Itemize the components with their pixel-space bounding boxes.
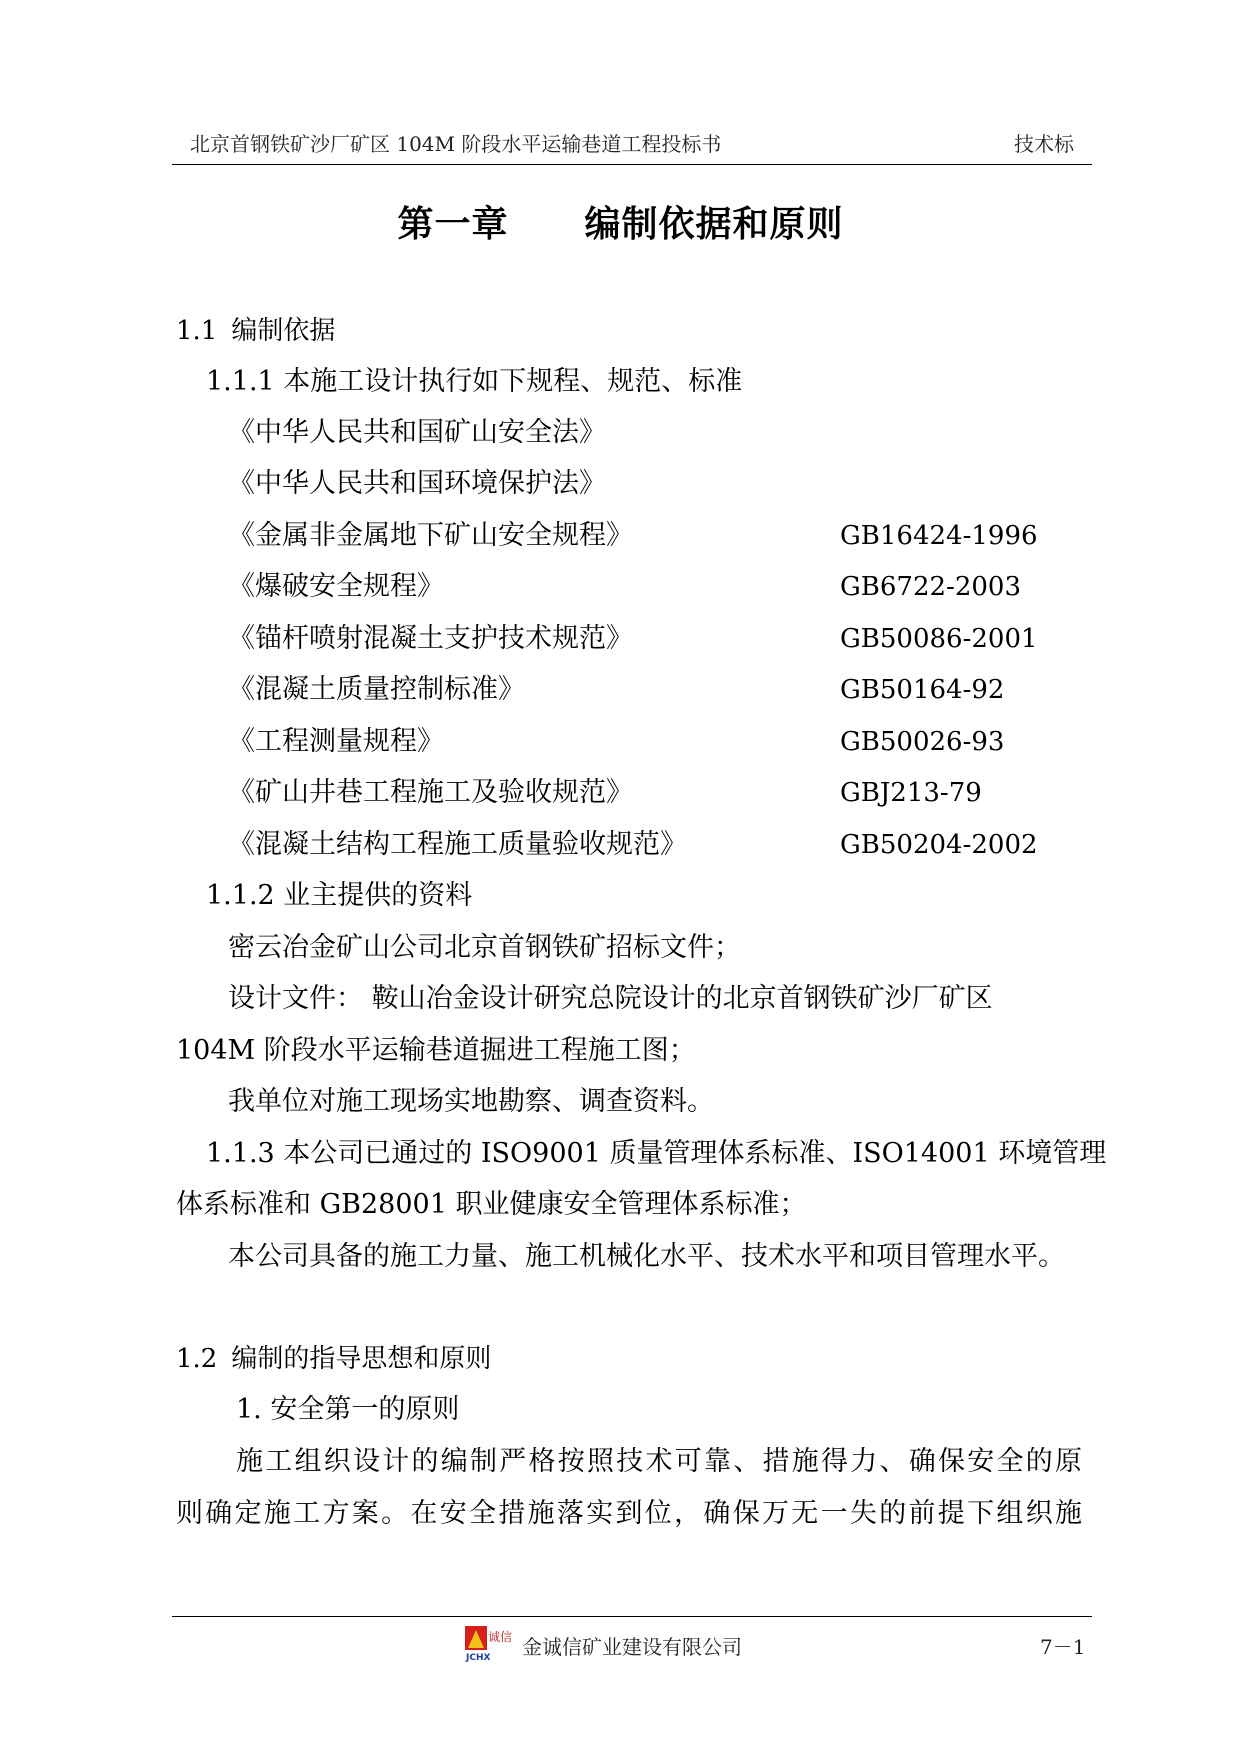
header-title: 北京首钢铁矿沙厂矿区 104M 阶段水平运输巷道工程投标书 <box>190 132 722 156</box>
standard-code: GB50204-2002 <box>840 830 1038 860</box>
subsection-heading-1-1-2: 1.1.2 业主提供的资料 <box>206 880 473 911</box>
owner-doc-line: 104M 阶段水平运输巷道掘进工程施工图； <box>176 1035 696 1066</box>
standard-code: GB50164-92 <box>840 675 1005 705</box>
logo-text: 诚信 <box>488 1630 513 1644</box>
section-title: 编制依据 <box>231 316 336 346</box>
standard-code: GBJ213-79 <box>840 778 982 808</box>
standard-name: 《中华人民共和国环境保护法》 <box>228 468 606 499</box>
standard-name: 《工程测量规程》 <box>228 726 444 757</box>
paragraph-line: 施工组织设计的编制严格按照技术可靠、措施得力、确保安全的原 <box>236 1446 1082 1477</box>
standard-code: GB50026-93 <box>840 727 1005 757</box>
standard-code: GB6722-2003 <box>840 572 1021 602</box>
chapter-name: 编制依据和原则 <box>584 204 844 245</box>
page-header <box>172 122 1092 162</box>
standard-code: GB50086-2001 <box>840 624 1038 654</box>
section-heading-1-1 <box>176 314 335 348</box>
owner-doc-line: 我单位对施工现场实地勘察、调查资料。 <box>228 1086 714 1117</box>
owner-doc-line: 密云冶金矿山公司北京首钢铁矿招标文件； <box>228 932 741 963</box>
header-rule <box>172 164 1092 165</box>
chapter-number: 第一章 <box>397 204 509 245</box>
owner-doc-line: 设计文件： 鞍山冶金设计研究总院设计的北京首钢铁矿沙厂矿区 <box>228 983 993 1014</box>
standard-name: 《爆破安全规程》 <box>228 571 444 602</box>
subsection-heading-1-1-1: 1.1.1 本施工设计执行如下规程、规范、标准 <box>206 366 743 397</box>
standard-name: 《锚杆喷射混凝土支护技术规范》 <box>228 623 633 654</box>
section-number: 1.2 <box>176 1344 218 1374</box>
header-right-label: 技术标 <box>1014 132 1074 156</box>
page-number: 7－1 <box>1040 1635 1086 1659</box>
standard-name: 《矿山井巷工程施工及验收规范》 <box>228 777 633 808</box>
subsection-1-1-3-line: 1.1.3 本公司已通过的 ISO9001 质量管理体系标准、ISO14001 环境管理 <box>206 1138 1107 1169</box>
section-heading-1-2 <box>176 1342 491 1376</box>
standard-name: 《混凝土结构工程施工质量验收规范》 <box>228 829 687 860</box>
footer-company-name: 金诚信矿业建设有限公司 <box>522 1635 742 1659</box>
paragraph-line: 则确定施工方案。在安全措施落实到位，确保万无一失的前提下组织施 <box>176 1498 1082 1529</box>
subsection-1-1-3-line: 本公司具备的施工力量、施工机械化水平、技术水平和项目管理水平。 <box>228 1241 1065 1272</box>
section-title: 编制的指导思想和原则 <box>231 1344 492 1374</box>
standard-name: 《混凝土质量控制标准》 <box>228 674 525 705</box>
section-number: 1.1 <box>176 316 218 346</box>
standard-name: 《金属非金属地下矿山安全规程》 <box>228 520 633 551</box>
logo-sub: JCHX <box>466 1653 491 1662</box>
subsection-1-1-3-line: 体系标准和 GB28001 职业健康安全管理体系标准； <box>176 1189 807 1220</box>
standard-code: GB16424-1996 <box>840 521 1038 551</box>
company-logo-icon <box>464 1624 514 1662</box>
principle-item: 1. 安全第一的原则 <box>236 1394 460 1425</box>
footer-rule <box>172 1616 1092 1617</box>
standard-name: 《中华人民共和国矿山安全法》 <box>228 417 606 448</box>
chapter-title <box>0 196 1241 247</box>
